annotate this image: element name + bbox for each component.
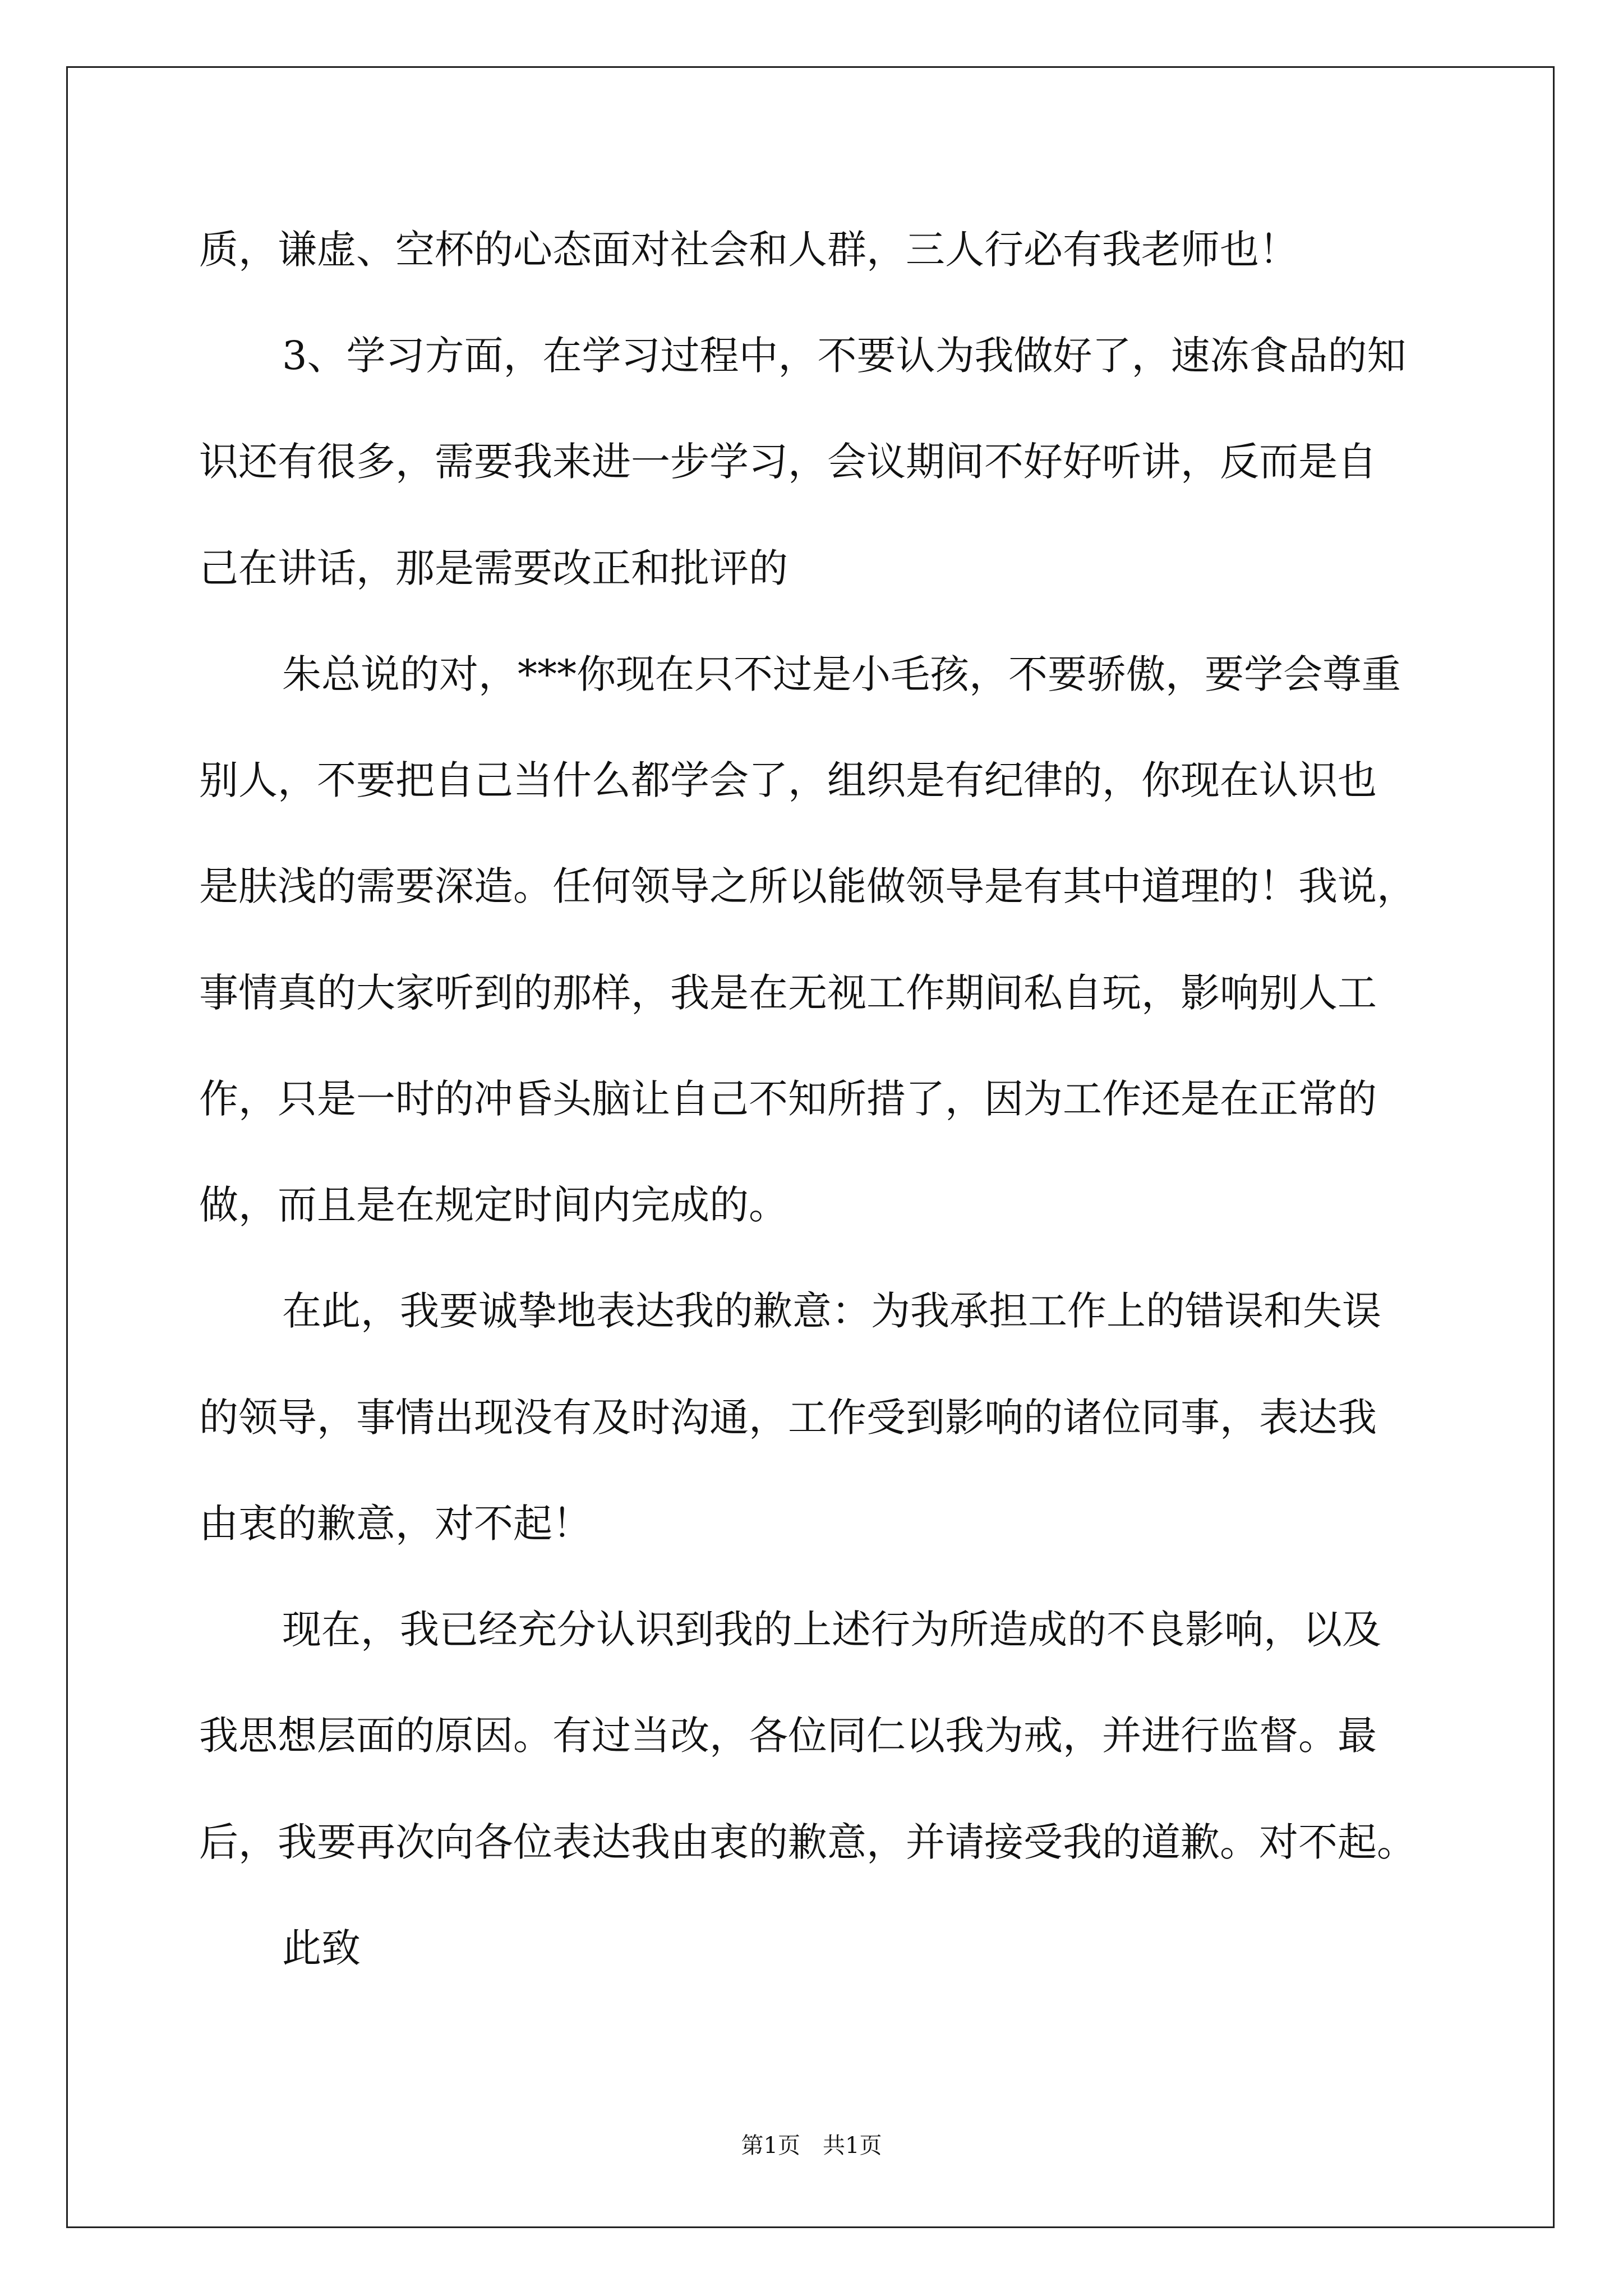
page-total: 共1页 bbox=[823, 2133, 882, 2159]
text-line: 由衷的歉意，对不起！ bbox=[199, 1501, 592, 1547]
text-line: 事情真的大家听到的那样，我是在无视工作期间私自玩，影响别人工 bbox=[199, 970, 1377, 1016]
text-line: 现在，我已经充分认识到我的上述行为所造成的不良影响，以及 bbox=[282, 1607, 1381, 1653]
text-line: 朱总说的对，***你现在只不过是小毛孩，不要骄傲，要学会尊重 bbox=[282, 651, 1401, 697]
text-line: 此致 bbox=[282, 1925, 361, 1971]
text-line: 识还有很多，需要我来进一步学习，会议期间不好好听讲，反而是自 bbox=[199, 439, 1377, 485]
text-line: 是肤浅的需要深造。任何领导之所以能做领导是有其中道理的！我说， bbox=[199, 863, 1416, 909]
text-line: 己在讲话，那是需要改正和批评的 bbox=[199, 545, 788, 591]
text-line: 后，我要再次向各位表达我由衷的歉意，并请接受我的道歉。对不起。 bbox=[199, 1819, 1416, 1865]
text-line: 作，只是一时的冲昏头脑让自己不知所措了，因为工作还是在正常的 bbox=[199, 1076, 1377, 1122]
text-line: 质，谦虚、空杯的心态面对社会和人群，三人行必有我老师也！ bbox=[199, 227, 1298, 273]
page-number: 第1页 bbox=[741, 2133, 800, 2159]
text-line: 做，而且是在规定时间内完成的。 bbox=[199, 1182, 788, 1228]
text-line: 在此，我要诚挚地表达我的歉意：为我承担工作上的错误和失误 bbox=[282, 1288, 1381, 1334]
text-line: 别人，不要把自己当什么都学会了，组织是有纪律的，你现在认识也 bbox=[199, 757, 1377, 803]
page-border bbox=[66, 66, 1555, 2228]
page-footer bbox=[0, 2132, 1623, 2160]
text-line: 3、学习方面，在学习过程中，不要认为我做好了，速冻食品的知 bbox=[282, 333, 1407, 379]
text-line: 我思想层面的原因。有过当改，各位同仁以我为戒，并进行监督。最 bbox=[199, 1713, 1377, 1759]
text-line: 的领导，事情出现没有及时沟通，工作受到影响的诸位同事，表达我 bbox=[199, 1395, 1377, 1441]
